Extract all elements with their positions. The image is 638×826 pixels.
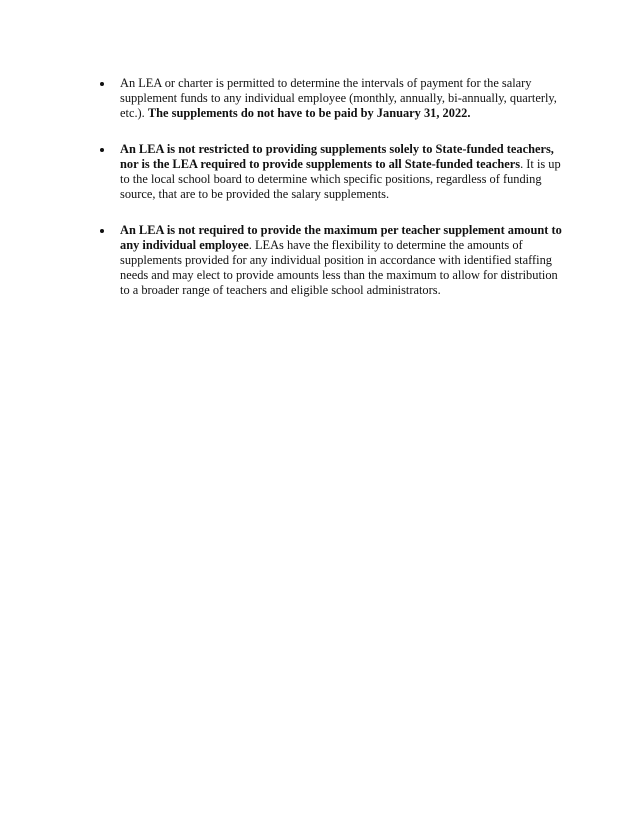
bullet-item-payment-intervals	[98, 76, 562, 121]
bullet-emphasis: An LEA is not restricted to providing supplements solely to State-funded teachers, nor is the LEA required to provide supplements to all State-funded teachers	[120, 142, 554, 171]
bullet-dot-icon	[100, 229, 104, 233]
bullet-emphasis: An LEA is not required to provide the maximum per teacher supplement amount to any individual employee	[120, 223, 562, 252]
bullet-text: An LEA or charter is permitted to determine the intervals of payment for the salary supplement funds to any individual employee (monthly, annually, bi-annually, quarterly, etc.).	[120, 76, 557, 120]
bullet-emphasis: The supplements do not have to be paid by January 31, 2022.	[147, 106, 471, 120]
bullet-text: . LEAs have the flexibility to determine the amounts of supplements provided for any individual position in accordance with identified staffing needs and may elect to provide amounts less than the maximum to allow for distribution to a broader range of teachers and eligible school administrators.	[120, 238, 558, 297]
bullet-list	[98, 76, 562, 319]
bullet-dot-icon	[100, 148, 104, 152]
bullet-item-maximum-amount	[98, 223, 562, 298]
bullet-item-supplement-restrictions	[98, 142, 562, 202]
bullet-text: . It is up to the local school board to determine which specific positions, regardless of funding source, that are to be provided the salary supplements.	[120, 157, 561, 201]
bullet-dot-icon	[100, 82, 104, 86]
